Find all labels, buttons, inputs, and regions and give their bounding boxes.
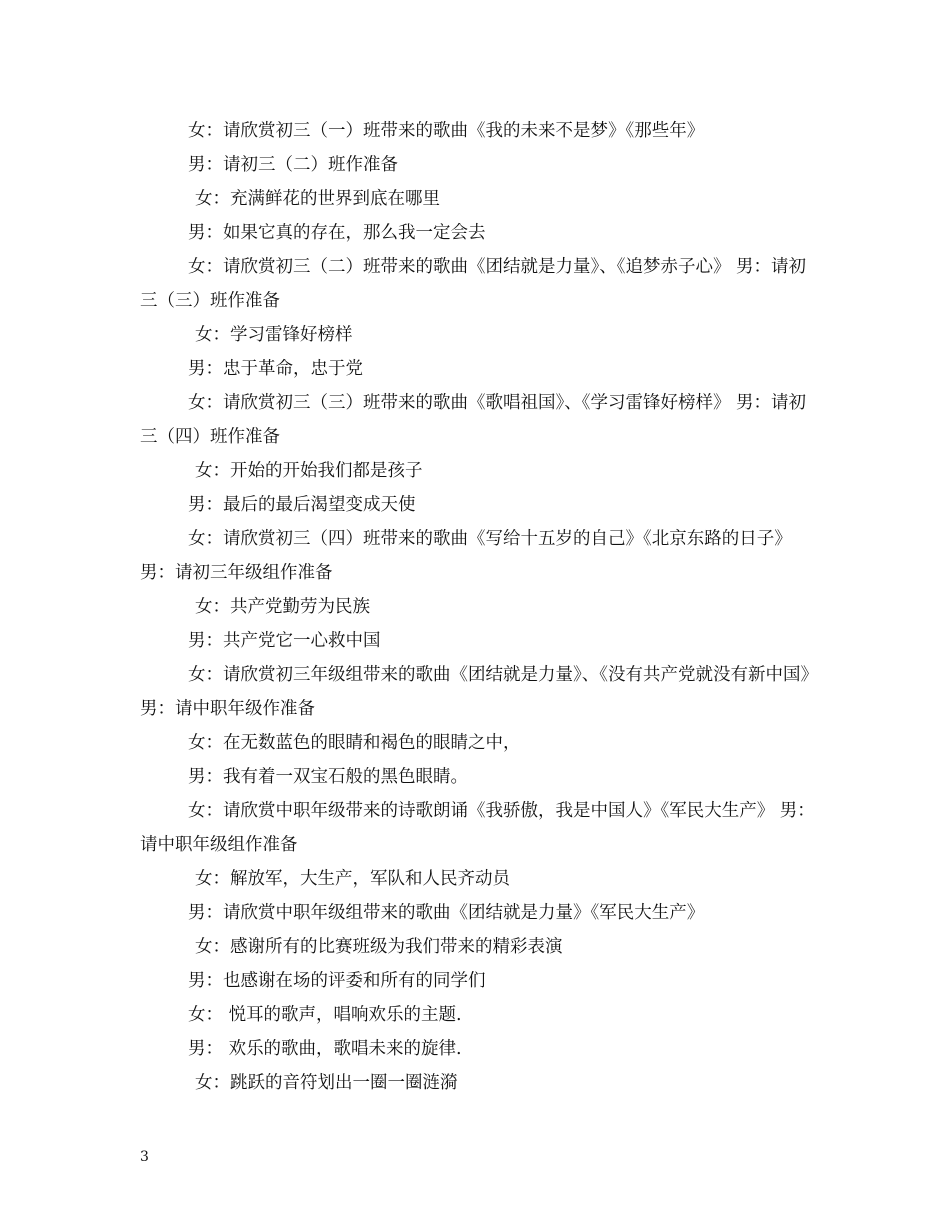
script-line: 女：解放军，大生产，军队和人民齐动员 (195, 869, 510, 889)
script-line: 女：学习雷锋好榜样 (195, 325, 353, 345)
script-line: 女：在无数蓝色的眼睛和褐色的眼睛之中， (188, 733, 521, 753)
script-line: 女：充满鲜花的世界到底在哪里 (195, 189, 440, 209)
script-line: 男：忠于革命，忠于党 (188, 359, 363, 379)
script-line: 女：请欣赏初三（一）班带来的歌曲《我的未来不是梦》《那些年》 (188, 121, 705, 141)
script-line: 男：如果它真的存在，那么我一定会去 (188, 223, 486, 243)
script-line: 女：共产党勤劳为民族 (195, 597, 370, 617)
script-line: 女：请欣赏初三（二）班带来的歌曲《团结就是力量》、《追梦赤子心》 男：请初三（三）班作准备 (140, 257, 807, 311)
script-line: 男：共产党它一心救中国 (188, 631, 381, 651)
page-number: 3 (140, 1149, 149, 1165)
script-line: 男： 欢乐的歌曲，歌唱未来的旋律. (188, 1039, 462, 1059)
script-line: 女：请欣赏初三（四）班带来的歌曲《写给十五岁的自己》《北京东路的日子》 男：请初三年级组作准备 (140, 529, 792, 583)
script-line: 男：也感谢在场的评委和所有的同学们 (188, 971, 486, 991)
script-line: 女： 悦耳的歌声，唱响欢乐的主题. (188, 1005, 462, 1025)
script-line: 男：请初三（二）班作准备 (188, 155, 398, 175)
script-line: 女：请欣赏中职年级带来的诗歌朗诵《我骄傲，我是中国人》《军民大生产》 男：请中职年级组作准备 (140, 801, 815, 855)
script-line: 男：最后的最后渴望变成天使 (188, 495, 416, 515)
script-line: 女：开始的开始我们都是孩子 (195, 461, 423, 481)
script-line: 男：我有着一双宝石般的黑色眼睛。 (188, 767, 468, 787)
script-line: 女：感谢所有的比赛班级为我们带来的精彩表演 (195, 937, 563, 957)
script-line: 女：请欣赏初三年级组带来的歌曲《团结就是力量》、《没有共产党就没有新中国》 男：请中职年级作准备 (140, 665, 818, 719)
script-line: 女：跳跃的音符划出一圈一圈涟漪 (195, 1073, 458, 1093)
script-body (140, 114, 820, 1100)
script-line: 女：请欣赏初三（三）班带来的歌曲《歌唱祖国》、《学习雷锋好榜样》 男：请初三（四）班作准备 (140, 393, 807, 447)
script-line: 男：请欣赏中职年级组带来的歌曲《团结就是力量》《军民大生产》 (188, 903, 705, 923)
